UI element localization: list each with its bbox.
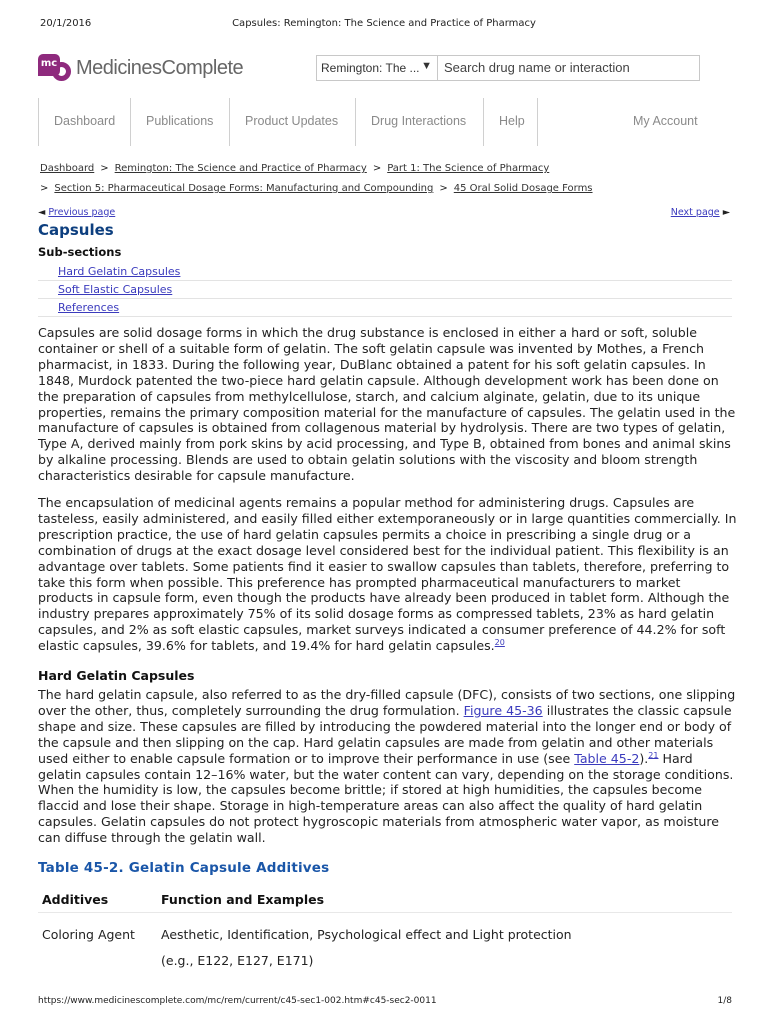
- caret-down-icon: ▼: [421, 60, 432, 72]
- subsections-heading: Sub-sections: [38, 245, 122, 259]
- section-heading-hard-gelatin: Hard Gelatin Capsules: [38, 668, 195, 683]
- table-header-function: Function and Examples: [161, 892, 325, 907]
- table-cell-examples: (e.g., E122, E127, E171): [161, 953, 314, 968]
- nav-help[interactable]: Help: [483, 98, 538, 146]
- figure-link-45-36[interactable]: Figure 45-36: [463, 702, 543, 718]
- logo-text: MedicinesComplete: [76, 56, 244, 79]
- list-item: [38, 263, 732, 281]
- next-page-label[interactable]: Next page: [670, 207, 720, 218]
- nav-product-updates[interactable]: Product Updates: [229, 98, 355, 146]
- print-page-number: 1/8: [717, 996, 732, 1006]
- reference-link-20[interactable]: 20: [494, 637, 505, 647]
- breadcrumb-part1[interactable]: Part 1: The Science of Pharmacy: [387, 163, 550, 174]
- table-divider: [38, 912, 732, 913]
- breadcrumb: Dashboard > Remington: The Science and Practice of Pharmacy > Part 1: The Science of Pharmacy: [40, 163, 550, 174]
- breadcrumb-line2: > Section 5: Pharmaceutical Dosage Forms: Manufacturing and Compounding > 45 Oral Solid Dosage Forms: [40, 183, 593, 194]
- previous-page-label[interactable]: Previous page: [48, 207, 116, 218]
- table-cell-additive: Coloring Agent: [42, 927, 135, 942]
- arrow-left-icon: ◄: [38, 207, 46, 218]
- subsection-link-references[interactable]: References: [58, 301, 120, 314]
- publication-select-value: Remington: The ...: [321, 61, 420, 75]
- nav-my-account[interactable]: My Account: [633, 114, 698, 128]
- print-date: 20/1/2016: [40, 18, 92, 29]
- search-input[interactable]: [437, 55, 700, 81]
- main-nav: [38, 98, 730, 146]
- search-placeholder: Search drug name or interaction: [444, 60, 630, 75]
- breadcrumb-section5[interactable]: Section 5: Pharmaceutical Dosage Forms: Manufacturing and Compounding: [54, 183, 434, 194]
- table-cell-function: Aesthetic, Identification, Psychological effect and Light protection: [161, 927, 572, 942]
- table-header-additives: Additives: [42, 892, 109, 907]
- nav-drug-interactions[interactable]: Drug Interactions: [355, 98, 483, 146]
- mc-logo-icon: mc: [38, 54, 72, 82]
- paragraph-hard-gelatin: The hard gelatin capsule, also referred to as the dry-filled capsule (DFC), consists of two sections, one slipping over the other, thus, completely surrounding the drug formulation. Figure 45-36 illustrates the classic capsule shape and size. These capsules are filled by introducing the powdered material into the longer end or body of the capsule and then slipping on the cap. Hard gelatin capsules are made from gelatin and other materials used either to enable capsule formation or to improve their performance in use (see Table 45-2).$^{21}$ Hard gelatin capsules contain 12–16% water, but the water content can vary, depending on the storage conditions. When the humidity is low, the capsules become brittle; if stored at high humidities, the capsules become flaccid and lose their shape. Storage in high-temperature areas can also affect the quality of hard gelatin capsules. Gelatin capsules do not protect hygroscopic materials from atmospheric water vapor, as moisture can diffuse through the gelatin wall.: [38, 687, 736, 846]
- table-title: Table 45-2. Gelatin Capsule Additives: [38, 860, 330, 876]
- subsection-link-soft-elastic[interactable]: Soft Elastic Capsules: [58, 283, 173, 296]
- reference-link-21[interactable]: 21: [648, 750, 659, 760]
- subsection-link-hard-gelatin[interactable]: Hard Gelatin Capsules: [58, 265, 181, 278]
- breadcrumb-dashboard[interactable]: Dashboard: [40, 163, 95, 174]
- list-item: [38, 299, 732, 317]
- breadcrumb-remington[interactable]: Remington: The Science and Practice of Pharmacy: [114, 163, 367, 174]
- list-item: [38, 281, 732, 299]
- print-title: Capsules: Remington: The Science and Practice of Pharmacy: [232, 18, 536, 29]
- arrow-right-icon: ►: [722, 207, 730, 218]
- print-url: https://www.medicinescomplete.com/mc/rem/current/c45-sec1-002.htm#c45-sec2-0011: [38, 996, 437, 1006]
- table-link-45-2[interactable]: Table 45-2: [574, 750, 640, 766]
- publication-select[interactable]: [316, 55, 438, 81]
- breadcrumb-chapter45[interactable]: 45 Oral Solid Dosage Forms: [453, 183, 593, 194]
- nav-dashboard[interactable]: Dashboard: [38, 98, 130, 146]
- nav-publications[interactable]: Publications: [130, 98, 229, 146]
- subsection-list: [38, 263, 732, 317]
- medicines-complete-logo[interactable]: [38, 54, 243, 82]
- page-title: Capsules: [38, 221, 114, 239]
- paragraph-intro: Capsules are solid dosage forms in which the drug substance is enclosed in either a hard or soft, soluble container or shell of a suitable form of gelatin. The soft gelatin capsule was invented by Mothes, a French pharmacist, in 1833. During the following year, DuBlanc obtained a patent for his soft gelatin capsules. In 1848, Murdock patented the two-piece hard gelatin capsule. Although development work has been done on the preparation of capsules from methylcellulose, starch, and calcium alginate, gelatin, due to its unique properties, remains the primary composition material for the manufacture of capsules. The gelatin used in the manufacture of capsules is obtained from collagenous material by hydrolysis. There are two types of gelatin, Type A, derived mainly from pork skins by acid processing, and Type B, obtained from bones and animal skins by alkaline processing. Blends are used to obtain gelatin solutions with the viscosity and bloom strength characteristics desirable for capsule manufacture.: [38, 325, 736, 484]
- paragraph-encapsulation: The encapsulation of medicinal agents remains a popular method for administering drugs. Capsules are tasteless, easily administered, and easily filled either extemporaneously or in large quantities commercially. In prescription practice, the use of hard gelatin capsules permits a choice in prescribing a single drug or a combination of drugs at the exact dosage level considered best for the individual patient. This flexibility is an advantage over tablets. Some patients find it easier to swallow capsules than tablets, therefore, preferring to take this form when possible. This preference has prompted pharmaceutical manufacturers to market products in capsule form, even though the products have already been produced in tablet form. Although the industry prepares approximately 75% of its solid dosage forms as compressed tablets, 23% as hard gelatin capsules, and 2% as soft elastic capsules, market surveys indicated a consumer preference of 44.2% for soft elastic capsules, 39.6% for tablets, and 19.4% for hard gelatin capsules.$^{20}$: [38, 495, 737, 654]
- next-page-link[interactable]: [671, 207, 730, 218]
- previous-page-link[interactable]: [38, 207, 115, 218]
